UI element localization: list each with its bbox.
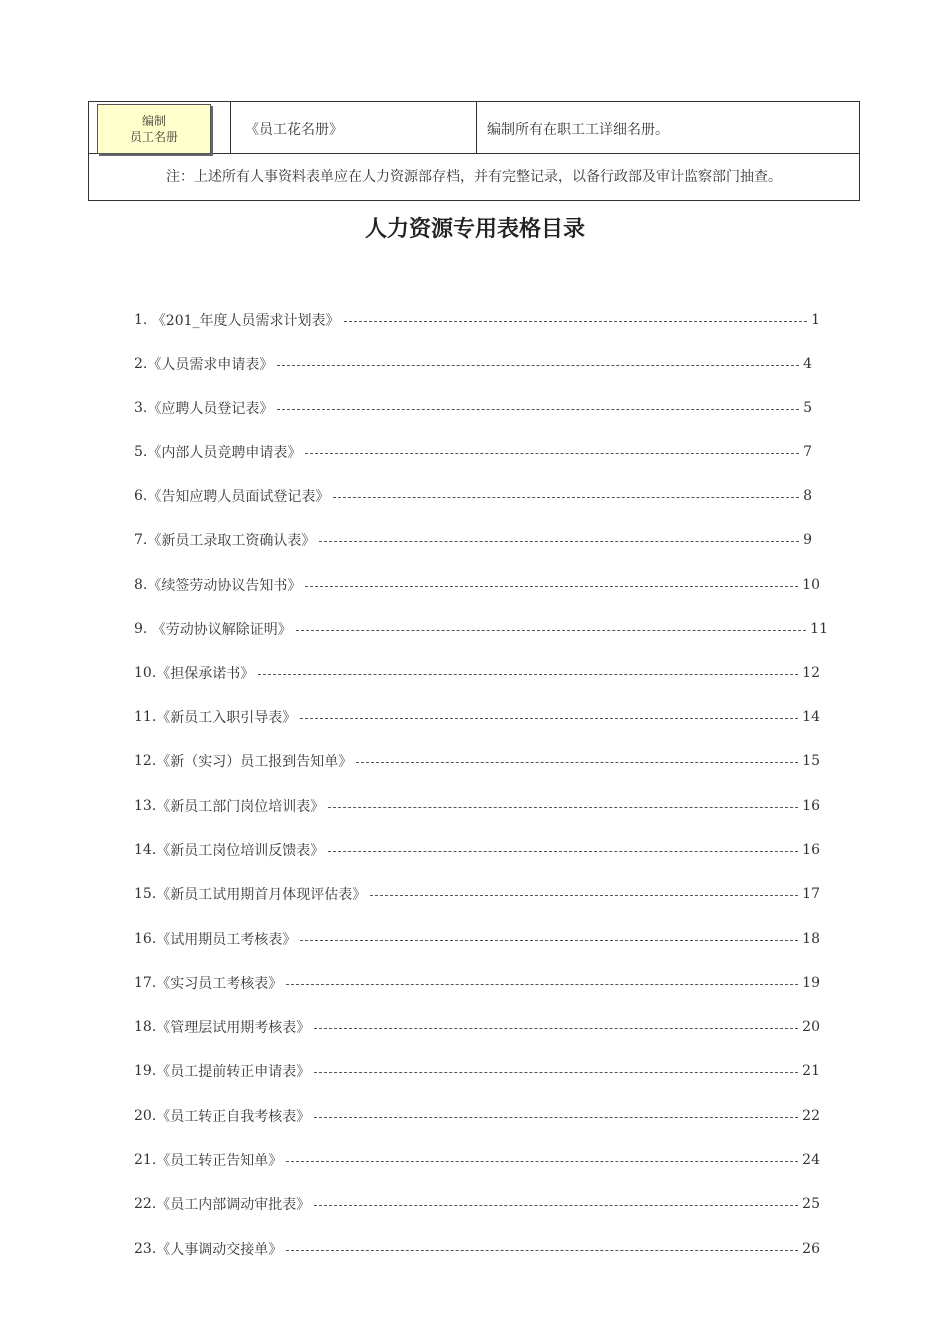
toc-leader-dashes [319,541,799,542]
toc-entry-title: 《试用期员工考核表》 [156,932,297,948]
toc-leader-dashes [258,674,798,675]
toc-leader-dashes [296,630,806,631]
toc-leader-dashes [333,497,799,498]
toc-entry [134,1194,820,1214]
toc-entry-number: 17. [134,975,157,991]
toc-entry-title: 《应聘人员登记表》 [147,401,274,417]
toc-entry [134,884,820,904]
toc-leader-dashes [314,1117,798,1118]
toc-entry-number: 7. [134,532,148,548]
toc-entry-number: 18. [134,1019,157,1035]
form-name: 《员工花名册》 [245,122,343,138]
toc-entry-page: 5 [803,400,812,416]
toc-entry-title: 《新（实习）员工报到告知单》 [156,754,353,770]
toc-entry-title: 《新员工部门岗位培训表》 [156,799,325,815]
toc-entry-number: 21. [134,1152,157,1168]
toc-entry [134,840,820,860]
toc-entry [134,486,812,506]
toc-entry [134,442,812,462]
toc-leader-dashes [370,895,798,896]
toc-entry-title: 《员工内部调动审批表》 [156,1197,311,1213]
toc-entry [134,530,812,550]
toc-entry-number: 12. [134,753,157,769]
toc-entry [134,1239,820,1259]
toc-entry-page: 22 [802,1108,820,1124]
toc-leader-dashes [305,586,798,587]
toc-entry-number: 2. [134,356,148,372]
toc-entry-page: 20 [802,1019,820,1035]
toc-leader-dashes [305,453,799,454]
toc-entry-page: 12 [802,665,820,681]
toc-entry-page: 19 [802,975,820,991]
toc-entry-title: 《201_年度人员需求计划表》 [151,313,340,329]
toc-entry-number: 16. [134,931,157,947]
toc-entry-number: 8. [134,577,148,593]
toc-leader-dashes [277,365,799,366]
toc-entry-number: 14. [134,842,157,858]
toc-entry-number: 19. [134,1063,157,1079]
toc-entry [134,751,820,771]
toc-entry-page: 1 [811,312,820,328]
toc-entry-title: 《实习员工考核表》 [156,976,283,992]
toc-entry-title: 《告知应聘人员面试登记表》 [147,489,330,505]
toc-entry-number: 20. [134,1108,157,1124]
form-description: 编制所有在职工工详细名册。 [487,122,669,138]
toc-entry-number: 15. [134,886,157,902]
toc-entry-page: 26 [802,1241,820,1257]
toc-entry-page: 24 [802,1152,820,1168]
toc-entry-title: 《人员需求申请表》 [147,357,274,373]
toc-leader-dashes [300,940,798,941]
toc-entry-number: 23. [134,1241,157,1257]
toc-entry-number: 22. [134,1196,157,1212]
toc-entry-page: 4 [803,356,812,372]
toc-entry-title: 《员工提前转正申请表》 [156,1064,311,1080]
toc-leader-dashes [356,762,798,763]
toc-entry-page: 11 [810,621,828,637]
toc-leader-dashes [300,718,798,719]
toc-leader-dashes [286,984,798,985]
toc-leader-dashes [286,1250,798,1251]
toc-entry-page: 14 [802,709,820,725]
toc-leader-dashes [344,321,808,322]
toc-entry-number: 6. [134,488,148,504]
toc-leader-dashes [328,851,798,852]
toc-entry [134,973,820,993]
toc-entry [134,354,812,374]
toc-entry-page: 8 [803,488,812,504]
toc-entry-title: 《新员工试用期首月体现评估表》 [156,887,367,903]
toc-entry [134,1150,820,1170]
toc-entry-number: 3. [134,400,148,416]
toc-entry-title: 《人事调动交接单》 [156,1242,283,1258]
toc-entry-page: 18 [802,931,820,947]
toc-entry-number: 10. [134,665,157,681]
toc-entry [134,575,820,595]
note-text: 注：上述所有人事资料表单应在人力资源部存档，并有完整记录，以备行政部及审计监察部门抽查。 [166,169,782,185]
toc-entry-page: 10 [802,577,820,593]
toc-leader-dashes [328,807,798,808]
toc-entry-title: 《新员工录取工资确认表》 [147,533,316,549]
toc-leader-dashes [314,1072,798,1073]
category-box-line1: 编制 [141,114,166,128]
toc-leader-dashes [277,409,799,410]
toc-entry [134,310,820,330]
toc-entry [134,1017,820,1037]
toc-entry [134,663,820,683]
toc-entry-number: 13. [134,798,157,814]
toc-entry-page: 16 [802,842,820,858]
page-title: 人力资源专用表格目录 [364,217,585,242]
toc-entry-number: 5. [134,444,148,460]
toc-leader-dashes [314,1205,798,1206]
toc-entry-page: 25 [802,1196,820,1212]
category-box-line2: 员工名册 [129,130,178,144]
toc-entry-title: 《担保承诺书》 [156,666,255,682]
toc-entry-number: 9. [134,621,152,637]
toc-entry-page: 9 [803,532,812,548]
toc-entry-title: 《续签劳动协议告知书》 [147,578,302,594]
toc-entry [134,1106,820,1126]
toc-entry-page: 7 [803,444,812,460]
toc-entry-title: 《新员工岗位培训反馈表》 [156,843,325,859]
toc-entry [134,1061,820,1081]
toc-entry [134,619,828,639]
toc-leader-dashes [314,1028,798,1029]
toc-entry-page: 16 [802,798,820,814]
toc-entry-title: 《内部人员竞聘申请表》 [147,445,302,461]
toc-entry-page: 21 [802,1063,820,1079]
toc-entry-number: 11. [134,709,157,725]
toc-entry-title: 《劳动协议解除证明》 [151,622,292,638]
toc-entry-number: 1. [134,312,152,328]
toc-entry-title: 《新员工入职引导表》 [156,710,297,726]
toc-entry [134,796,820,816]
toc-entry-title: 《员工转正告知单》 [156,1153,283,1169]
toc-entry-title: 《管理层试用期考核表》 [156,1020,311,1036]
toc-entry [134,398,812,418]
toc-entry [134,707,820,727]
toc-entry-page: 15 [802,753,820,769]
toc-entry [134,929,820,949]
toc-entry-page: 17 [802,886,820,902]
toc-entry-title: 《员工转正自我考核表》 [156,1109,311,1125]
toc-leader-dashes [286,1161,798,1162]
